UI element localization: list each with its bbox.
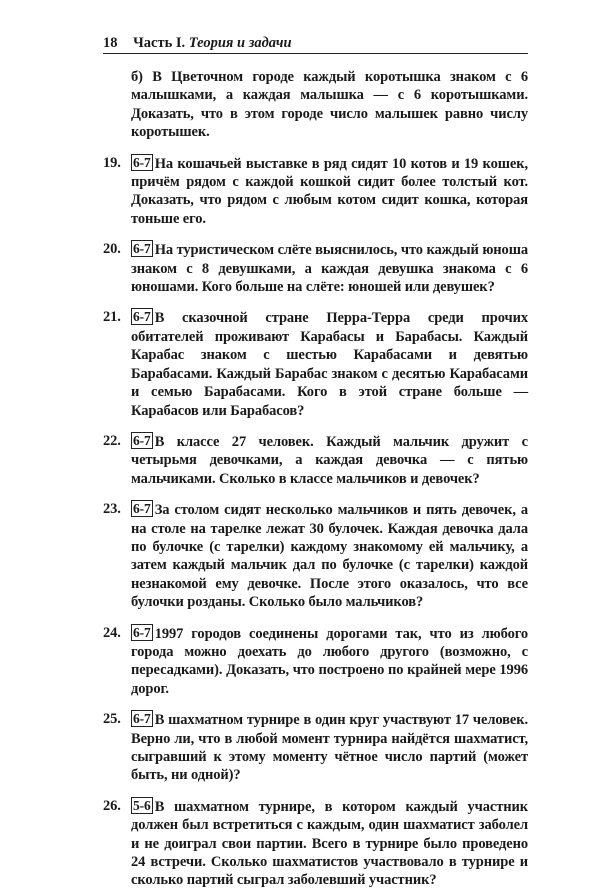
problem-19 <box>103 154 528 229</box>
section-title: Теория и задачи <box>188 35 292 51</box>
grade-badge: 5-6 <box>133 797 151 813</box>
grade-badge: 6-7 <box>133 154 151 170</box>
problem-number: 20. <box>103 241 121 258</box>
problem-number: 25. <box>103 711 121 728</box>
page-header <box>103 33 528 54</box>
problem-26 <box>103 797 528 890</box>
grade-badge: 6-7 <box>133 309 151 325</box>
part-label: Часть I. <box>133 35 186 51</box>
intro-paragraph: б) В Цветочном городе каждый коротышка знаком с 6 малышками, а каждая малышка — с 6 коротышками. Доказать, что в этом городе число малышек равно числу коротышек. <box>131 69 528 141</box>
problem-text: На туристическом слёте выяснилось, что каждый юноша знаком с 8 девушками, а каждая девушка знакома с 6 юношами. Кого больше на слёте: юношей или девушек? <box>131 242 528 296</box>
problem-text: За столом сидят несколько мальчиков и пять девочек, а на столе на тарелке лежат 30 булочек. Каждая девочка дала по булочке (с тарелки) каждому знакомому ей мальчику, а затем каждый мальчик дал по булочке (с тарелки) каждой незнакомой ему девочке. После этого оказалось, что все булочки розданы. Сколько было мальчиков? <box>131 502 528 611</box>
problem-number: 21. <box>103 309 121 326</box>
grade-badge: 6-7 <box>133 241 151 257</box>
problems-text <box>103 68 528 890</box>
grade-badge: 6-7 <box>133 711 151 727</box>
problem-number: 24. <box>103 624 121 641</box>
grade-badge: 6-7 <box>133 501 151 517</box>
problem-number: 26. <box>103 797 121 814</box>
problem-22 <box>103 432 528 488</box>
problem-24 <box>103 624 528 699</box>
problem-text: 1997 городов соединены дорогами так, что из любого города можно доехать до любого другого (возможно, с пересадками). Доказать, что построено по крайней мере 1996 дорог. <box>131 625 528 697</box>
problem-text: В классе 27 человек. Каждый мальчик дружит с четырьмя девочками, а каждая девочка — с пятью мальчиками. Сколько в классе мальчиков и девочек? <box>131 433 528 487</box>
problem-23 <box>103 500 528 611</box>
page-number: 18 <box>103 35 118 51</box>
problem-text: В шахматном турнире, в котором каждый участник должен был встретиться с каждым, один шахматист заболел и не доиграл свои партии. Всего в турнире было проведено 24 встречи. Сколько шахматистов участвовало в турнире и сколько партий сыграл заболевший участник? <box>131 798 528 889</box>
problem-21 <box>103 308 528 419</box>
problem-number: 23. <box>103 501 121 518</box>
grade-badge: 6-7 <box>133 432 151 448</box>
problem-text: В сказочной стране Перра-Терра среди прочих обитателей проживают Карабасы и Барабасы. Каждый Карабас знаком с шестью Карабасами и девятью Барабасами. Каждый Барабас знаком с десятью Карабасами и семью Барабасами. Кого в этой стране больше — Карабасов или Барабасов? <box>131 310 528 419</box>
problem-number: 19. <box>103 154 121 171</box>
problem-25 <box>103 710 528 785</box>
problem-20 <box>103 240 528 296</box>
problem-text: На кошачьей выставке в ряд сидят 10 котов и 19 кошек, причём рядом с каждой кошкой сидит более толстый кот. Доказать, что рядом с любым котом сидит кошка, которая тоньше его. <box>131 155 528 227</box>
problem-text: В шахматном турнире в один круг участвуют 17 человек. Верно ли, что в любой момент турнира найдётся шахматист, сыгравший к этому моменту чётное число партий (может быть, ни одной)? <box>131 712 528 784</box>
grade-badge: 6-7 <box>133 624 151 640</box>
problem-number: 22. <box>103 432 121 449</box>
